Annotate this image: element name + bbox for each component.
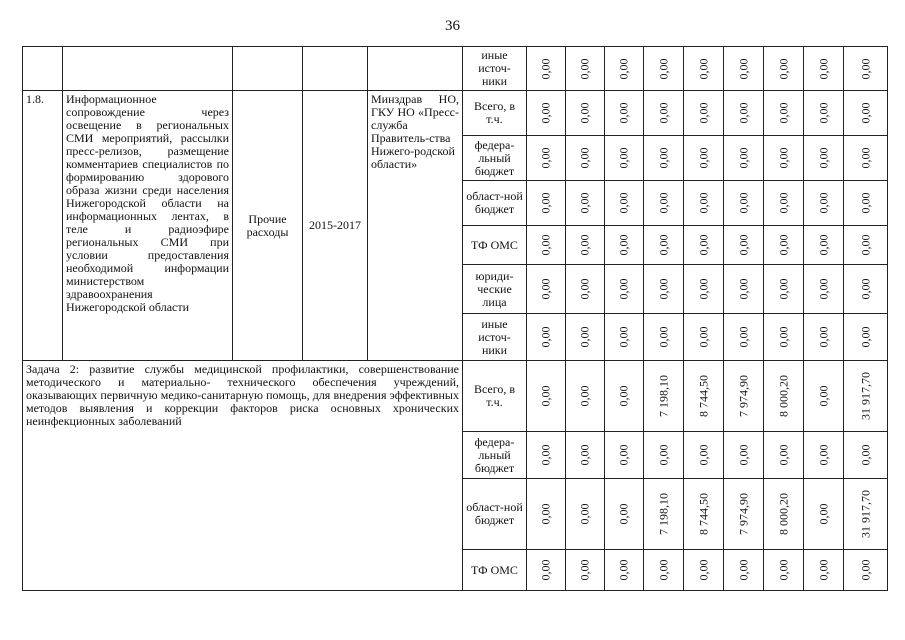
value-cell [804,136,844,181]
value-text: 0,00 [858,102,872,124]
funding-source [463,47,527,91]
value-cell [724,47,764,91]
table-row [23,91,888,136]
value-cell [684,361,724,432]
executor: Минздрав НО, ГКУ НО «Пресс-служба Правитель-ства Нижего-родской области» [368,91,463,361]
funding-source-label: ТФ ОМС [471,237,518,252]
value-cell [605,226,644,265]
value-text: 0,00 [736,147,750,169]
value-text: 0,00 [616,326,631,348]
value-text: 0,00 [538,147,553,169]
value-cell [644,265,684,314]
value-cell [844,181,888,226]
value-text: 0,00 [776,147,790,169]
value-text: 0,00 [577,58,592,79]
value-cell [724,136,764,181]
funding-source-label: област-ной бюджет [466,500,523,527]
value-text: 0,00 [816,192,830,214]
value-text: 0,00 [616,385,631,407]
empty-cell [368,47,463,91]
value-text: 0,00 [538,58,553,79]
value-cell [644,181,684,226]
value-cell [566,265,605,314]
value-text: 0,00 [776,326,790,348]
value-text: 0,00 [616,559,631,581]
value-text: 0,00 [616,278,631,300]
value-text: 0,00 [616,444,631,466]
value-cell [566,47,605,91]
value-cell [684,432,724,479]
value-cell [644,550,684,591]
value-text: 0,00 [616,147,631,169]
value-text: 8 000,20 [776,375,790,417]
value-cell [684,47,724,91]
value-text: 31 917,70 [858,372,872,420]
funding-source-label: ТФ ОМС [471,562,518,577]
funding-source [463,181,527,226]
value-cell [605,550,644,591]
value-text: 0,00 [816,559,830,581]
value-cell [844,479,888,550]
value-cell [527,136,566,181]
value-cell [566,550,605,591]
value-cell [605,314,644,361]
value-cell [527,91,566,136]
funding-source-label: Всего, в т.ч. [473,382,516,409]
funding-source [463,265,527,314]
funding-source-label: Всего, в т.ч. [473,99,516,126]
value-text: 0,00 [776,102,790,124]
value-cell [724,479,764,550]
value-cell [566,226,605,265]
value-text: 0,00 [656,102,670,124]
value-cell [764,265,804,314]
value-cell [566,361,605,432]
value-cell [724,265,764,314]
value-cell [605,181,644,226]
value-cell [566,479,605,550]
value-cell [684,181,724,226]
value-text: 0,00 [696,326,710,348]
value-cell [844,91,888,136]
value-cell [724,181,764,226]
value-text: 8 000,20 [776,493,790,535]
value-text: 0,00 [696,192,710,214]
value-text: 7 198,10 [656,375,670,417]
value-text: 0,00 [656,559,670,581]
value-text: 0,00 [736,559,750,581]
value-text: 0,00 [577,192,592,214]
value-text: 0,00 [538,503,553,525]
value-text: 0,00 [736,58,750,79]
value-cell [804,361,844,432]
value-text: 0,00 [858,147,872,169]
value-cell [527,479,566,550]
value-text: 7 974,90 [736,493,750,535]
value-cell [804,314,844,361]
value-text: 0,00 [577,234,592,256]
value-cell [764,91,804,136]
value-text: 0,00 [696,559,710,581]
value-cell [605,47,644,91]
value-cell [804,432,844,479]
value-text: 0,00 [736,444,750,466]
value-cell [844,47,888,91]
value-text: 0,00 [736,102,750,124]
value-text: 0,00 [776,278,790,300]
funding-source [463,91,527,136]
funding-source-label: иные источ-ники [478,316,511,357]
value-cell [684,550,724,591]
page-number: 36 [445,18,460,34]
value-text: 0,00 [538,559,553,581]
table-row [23,47,888,91]
value-cell [527,181,566,226]
value-cell [605,265,644,314]
value-cell [724,91,764,136]
value-cell [844,265,888,314]
value-cell [844,226,888,265]
value-text: 8 744,50 [696,493,710,535]
value-cell [644,91,684,136]
value-cell [804,265,844,314]
expense-type: Прочие расходы [233,91,303,361]
value-text: 0,00 [858,192,872,214]
value-cell [527,47,566,91]
value-text: 0,00 [696,102,710,124]
value-cell [764,479,804,550]
value-text: 0,00 [816,278,830,300]
funding-source-label: област-ной бюджет [466,189,523,216]
value-cell [684,136,724,181]
value-text: 0,00 [696,444,710,466]
value-cell [684,265,724,314]
value-text: 0,00 [616,503,631,525]
value-cell [804,181,844,226]
value-text: 0,00 [577,444,592,466]
value-cell [605,136,644,181]
value-text: 0,00 [736,192,750,214]
value-text: 0,00 [538,444,553,466]
value-text: 0,00 [538,385,553,407]
value-text: 0,00 [816,326,830,348]
value-text: 0,00 [858,278,872,300]
budget-table [22,46,888,591]
value-cell [764,47,804,91]
value-text: 0,00 [538,102,553,124]
value-text: 0,00 [816,503,830,525]
value-cell [644,314,684,361]
value-text: 0,00 [696,58,710,79]
value-cell [764,314,804,361]
value-cell [684,226,724,265]
value-text: 0,00 [816,147,830,169]
funding-source [463,550,527,591]
value-text: 0,00 [696,147,710,169]
value-text: 0,00 [776,444,790,466]
value-text: 0,00 [538,234,553,256]
funding-source-label: федера-льный бюджет [474,137,515,178]
table-row [23,361,888,432]
value-cell [844,361,888,432]
value-text: 0,00 [656,192,670,214]
value-cell [764,432,804,479]
funding-source [463,136,527,181]
value-text: 0,00 [616,234,631,256]
funding-source [463,479,527,550]
value-cell [684,314,724,361]
value-cell [527,226,566,265]
task-description: Задача 2: развитие службы медицинской профилактики, совершенствование методического и материально- технического обеспечения учреждений, оказывающих первичную медико-санитарную помощь, для внедрения эффективных методов выявления и коррекции факторов риска основных хронических неинфекционных заболеваний [23,361,463,591]
value-cell [566,136,605,181]
empty-cell [63,47,233,91]
value-cell [684,479,724,550]
value-cell [527,432,566,479]
value-text: 0,00 [776,58,790,79]
value-cell [764,136,804,181]
value-text: 7 974,90 [736,375,750,417]
value-text: 8 744,50 [696,375,710,417]
value-cell [724,432,764,479]
item-description: Информационное сопровождение через освещение в региональных СМИ мероприятий, рассылки пресс-релизов, размещение комментариев специалистов по формированию здорового образа жизни среди населения Нижегородской области на информационных лентах, в теле и радиоэфире региональных СМИ при условии предоставления необходимой информации министерством здравоохранения Нижегородской области [63,91,233,361]
value-cell [724,226,764,265]
value-cell [804,91,844,136]
value-cell [804,226,844,265]
value-text: 0,00 [816,102,830,124]
value-text: 7 198,10 [656,493,670,535]
value-text: 0,00 [816,444,830,466]
value-text: 0,00 [656,234,670,256]
value-text: 0,00 [538,192,553,214]
value-text: 0,00 [577,385,592,407]
funding-source-label: иные источ-ники [478,48,511,88]
value-text: 0,00 [577,102,592,124]
value-cell [605,361,644,432]
value-cell [844,314,888,361]
value-cell [527,314,566,361]
funding-source-label: федера-льный бюджет [474,434,515,475]
value-cell [527,361,566,432]
value-cell [605,432,644,479]
value-cell [644,479,684,550]
value-text: 0,00 [736,234,750,256]
value-cell [566,181,605,226]
value-text: 0,00 [858,58,872,79]
value-text: 0,00 [858,444,872,466]
value-text: 0,00 [736,278,750,300]
value-cell [605,479,644,550]
value-text: 0,00 [656,278,670,300]
value-text: 0,00 [616,192,631,214]
value-text: 0,00 [696,234,710,256]
value-cell [527,550,566,591]
value-text: 31 917,70 [858,490,872,538]
value-text: 0,00 [776,559,790,581]
value-text: 0,00 [577,278,592,300]
value-text: 0,00 [776,234,790,256]
value-text: 0,00 [577,559,592,581]
value-cell [644,361,684,432]
value-cell [644,432,684,479]
value-text: 0,00 [736,326,750,348]
value-text: 0,00 [858,234,872,256]
empty-cell [303,47,368,91]
value-cell [764,226,804,265]
funding-source [463,432,527,479]
value-text: 0,00 [816,234,830,256]
value-text: 0,00 [577,147,592,169]
value-cell [844,136,888,181]
value-cell [724,361,764,432]
period: 2015-2017 [303,91,368,361]
value-cell [764,181,804,226]
value-text: 0,00 [858,559,872,581]
value-cell [566,91,605,136]
value-text: 0,00 [538,278,553,300]
value-text: 0,00 [577,503,592,525]
value-text: 0,00 [858,326,872,348]
value-text: 0,00 [577,326,592,348]
funding-source [463,314,527,361]
value-cell [566,432,605,479]
value-cell [684,91,724,136]
value-cell [844,432,888,479]
funding-source-label: юриди-ческие лица [475,268,514,309]
funding-source [463,361,527,432]
value-text: 0,00 [696,278,710,300]
value-text: 0,00 [616,102,631,124]
value-text: 0,00 [816,58,830,79]
value-text: 0,00 [656,147,670,169]
value-cell [527,265,566,314]
value-cell [844,550,888,591]
value-cell [644,136,684,181]
value-cell [566,314,605,361]
value-text: 0,00 [538,326,553,348]
empty-cell [233,47,303,91]
value-cell [724,550,764,591]
value-text: 0,00 [776,192,790,214]
value-cell [764,550,804,591]
value-cell [605,91,644,136]
value-text: 0,00 [656,444,670,466]
value-text: 0,00 [816,385,830,407]
value-text: 0,00 [656,58,670,79]
value-cell [804,479,844,550]
value-cell [804,550,844,591]
value-text: 0,00 [616,58,631,79]
value-cell [804,47,844,91]
item-number: 1.8. [23,91,63,361]
value-cell [644,226,684,265]
value-cell [764,361,804,432]
empty-cell [23,47,63,91]
funding-source [463,226,527,265]
value-cell [724,314,764,361]
value-cell [644,47,684,91]
value-text: 0,00 [656,326,670,348]
